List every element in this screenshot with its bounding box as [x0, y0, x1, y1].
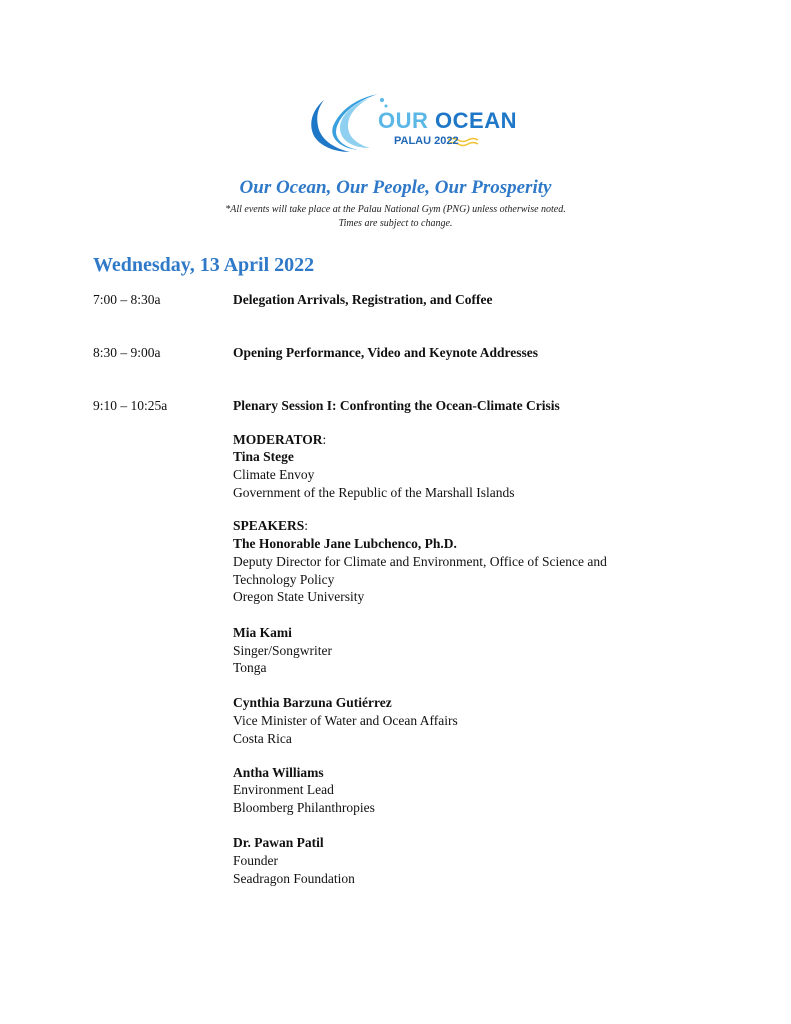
speaker-org: Tonga	[233, 660, 267, 675]
moderator-org: Government of the Republic of the Marshall Islands	[233, 485, 515, 500]
logo-wordmark	[378, 110, 517, 132]
speakers-heading: SPEAKERS	[233, 518, 305, 533]
speaker-org: Bloomberg Philanthropies	[233, 800, 375, 815]
agenda-time: 9:10 – 10:25a	[93, 398, 168, 413]
logo-subtitle: PALAU 2022	[394, 135, 459, 147]
speaker-name: Antha Williams	[233, 765, 324, 780]
speakers-heading-line: SPEAKERS:	[233, 518, 309, 533]
agenda-time: 8:30 – 9:00a	[93, 345, 161, 360]
speaker-role: Deputy Director for Climate and Environment, Office of Science and	[233, 554, 607, 569]
speaker-role: Environment Lead	[233, 782, 334, 797]
speaker-role: Founder	[233, 853, 278, 868]
speaker-name: The Honorable Jane Lubchenco, Ph.D.	[233, 536, 457, 551]
speaker-org: Seadragon Foundation	[233, 871, 355, 886]
logo-word-ocean: OCEAN	[435, 108, 517, 133]
moderator-role: Climate Envoy	[233, 467, 315, 482]
times-note: Times are subject to change.	[338, 218, 453, 229]
moderator-heading-line: MODERATOR:	[233, 432, 327, 447]
speaker-name: Dr. Pawan Patil	[233, 835, 324, 850]
speaker-org: Costa Rica	[233, 731, 292, 746]
speaker-role-cont: Technology Policy	[233, 572, 335, 587]
agenda-title: Delegation Arrivals, Registration, and Coffee	[233, 292, 493, 307]
speaker-role: Vice Minister of Water and Ocean Affairs	[233, 713, 458, 728]
moderator-heading: MODERATOR	[233, 432, 323, 447]
speaker-org: Oregon State University	[233, 589, 365, 604]
speaker-name: Mia Kami	[233, 625, 292, 640]
day-heading: Wednesday, 13 April 2022	[93, 254, 315, 276]
agenda-title: Plenary Session I: Confronting the Ocean-Climate Crisis	[233, 398, 560, 413]
agenda-title: Opening Performance, Video and Keynote Addresses	[233, 345, 538, 360]
slogan: Our Ocean, Our People, Our Prosperity	[239, 177, 552, 198]
speaker-name: Cynthia Barzuna Gutiérrez	[233, 695, 392, 710]
logo-word-our: OUR	[378, 108, 429, 133]
agenda-time: 7:00 – 8:30a	[93, 292, 161, 307]
speaker-role: Singer/Songwriter	[233, 643, 332, 658]
moderator-name: Tina Stege	[233, 449, 294, 464]
location-note: *All events will take place at the Palau National Gym (PNG) unless otherwise noted.	[225, 204, 566, 215]
